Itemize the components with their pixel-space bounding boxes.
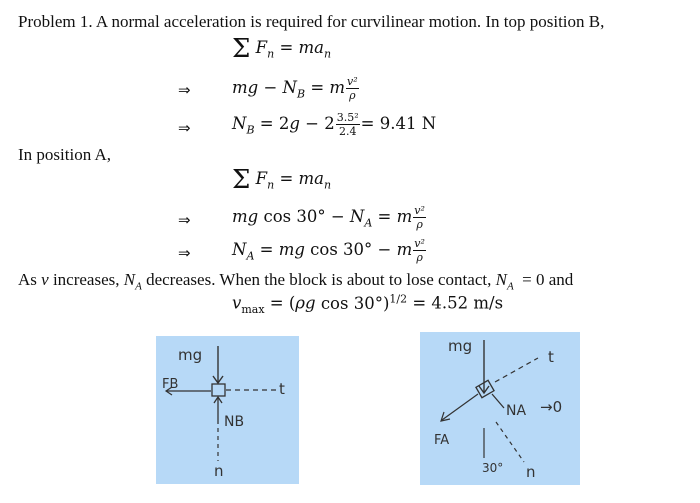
label-fa: FA [434, 433, 450, 448]
label-nb: NB [224, 414, 245, 430]
equation-sum-forces-a: Σ $F_n = ma_n$ [232, 165, 332, 195]
equation-mg-cos-minus-na: mg $\cos 30^\circ - N_A = m$ $\frac{\text{v²}}{\rho}$ [232, 204, 425, 231]
label-mg: mg [178, 346, 203, 364]
label-na: NA [506, 403, 527, 419]
free-body-diagram-b [156, 336, 299, 484]
implies-arrow: ⇒ [178, 211, 191, 229]
block [212, 384, 225, 396]
free-body-diagram-a [420, 332, 580, 485]
label-t: t [548, 348, 554, 366]
implies-arrow: ⇒ [178, 81, 191, 99]
normal-axis [496, 422, 524, 462]
problem-heading: Problem 1. A normal acceleration is required for curvilinear motion. In top position B, [18, 12, 605, 31]
diagram-position-a [420, 332, 580, 485]
label-t: t [279, 380, 285, 398]
equation-sum-forces-b: Σ $F_n = ma_n$ [232, 34, 332, 64]
label-n: n [526, 463, 536, 481]
implies-arrow: ⇒ [178, 119, 191, 137]
equation-na-expression: $N_A$ = mg cos 30° − m $\frac{\text{v²}}{\rho}$ [232, 237, 425, 264]
implies-arrow: ⇒ [178, 244, 191, 262]
label-n: n [214, 462, 224, 480]
conclusion-line: As v increases, $N_A$ decreases. When the block is about to lose contact, $N_A = 0$ and [18, 270, 574, 293]
equation-mg-minus-nb: mg − $N_B = m$ $\frac{\text{v²}}{\rho}$ [232, 75, 358, 102]
equation-vmax: $v_{max} = (\rho g$ cos 30°)$^{1/2}$ = 4.52 m/s [232, 292, 504, 316]
diagram-position-b [156, 336, 299, 484]
label-zero: →0 [540, 398, 563, 416]
label-fb: FB [162, 377, 179, 392]
na-arrow [492, 394, 504, 408]
label-mg: mg [448, 337, 473, 355]
equation-nb-result: $N_B = 2g - 2$ $\frac{\text{3.5²}}{2.4}$ = 9.41 N [232, 111, 437, 138]
tangent-axis [495, 358, 538, 382]
position-a-label: In position A, [18, 145, 112, 164]
block [476, 380, 494, 397]
label-angle: 30° [482, 461, 504, 475]
fa-arrow [442, 394, 478, 420]
